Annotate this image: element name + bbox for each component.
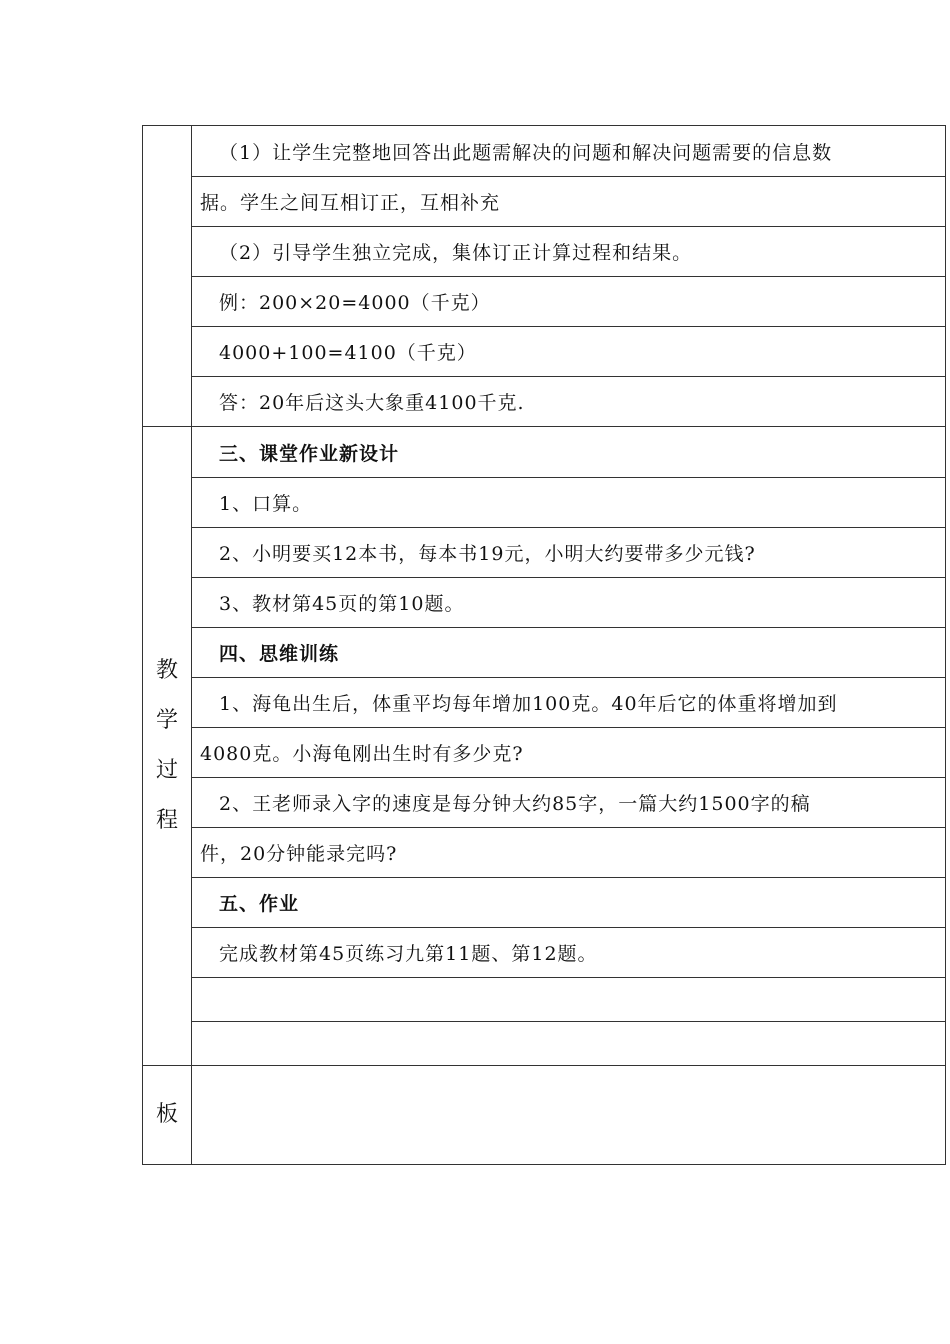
text-row: 4000+100=4100（千克） <box>192 326 945 376</box>
heading-row: 五、作业 <box>192 877 945 927</box>
text-row: （2）引导学生独立完成，集体订正计算过程和结果。 <box>192 226 945 276</box>
text-row: 完成教材第45页练习九第11题、第12题。 <box>192 927 945 977</box>
heading-row: 三、课堂作业新设计 <box>219 442 400 465</box>
label-char: 教 <box>155 658 178 683</box>
empty-row <box>192 977 945 1021</box>
section-content <box>192 126 945 426</box>
section-board <box>142 1065 946 1165</box>
text-row: 件，20分钟能录完吗? <box>192 827 945 877</box>
text-row: 例：200×20=4000（千克） <box>192 276 945 326</box>
section-content <box>192 427 945 1065</box>
text-row: 2、小明要买12本书，每本书19元，小明大约要带多少元钱? <box>192 527 945 577</box>
section-label-board <box>143 1066 192 1164</box>
label-char: 学 <box>155 708 178 733</box>
text-row: 4080克。小海龟刚出生时有多少克? <box>192 727 945 777</box>
label-char: 过 <box>155 758 178 783</box>
section-teaching-process <box>142 426 946 1065</box>
label-char: 程 <box>155 808 178 833</box>
text-row: 据。学生之间互相订正，互相补充 <box>192 176 945 226</box>
text-row: 2、王老师录入字的速度是每分钟大约85字，一篇大约1500字的稿 <box>192 777 945 827</box>
text-row: 1、海龟出生后，体重平均每年增加100克。40年后它的体重将增加到 <box>192 677 945 727</box>
text-row: 答：20年后这头大象重4100千克. <box>192 376 945 426</box>
text-row: 1、口算。 <box>192 477 945 527</box>
text-row: （1）让学生完整地回答出此题需解决的问题和解决问题需要的信息数 <box>219 141 833 164</box>
label-char: 板 <box>155 1102 178 1127</box>
text-row: 3、教材第45页的第10题。 <box>192 577 945 627</box>
section-continuation <box>142 125 946 426</box>
lesson-plan-table <box>142 125 946 1165</box>
section-label-empty <box>143 126 192 426</box>
board-content-area <box>192 1066 945 1164</box>
section-label-teaching-process <box>143 427 192 1065</box>
empty-row <box>192 1021 945 1065</box>
heading-row: 四、思维训练 <box>192 627 945 677</box>
